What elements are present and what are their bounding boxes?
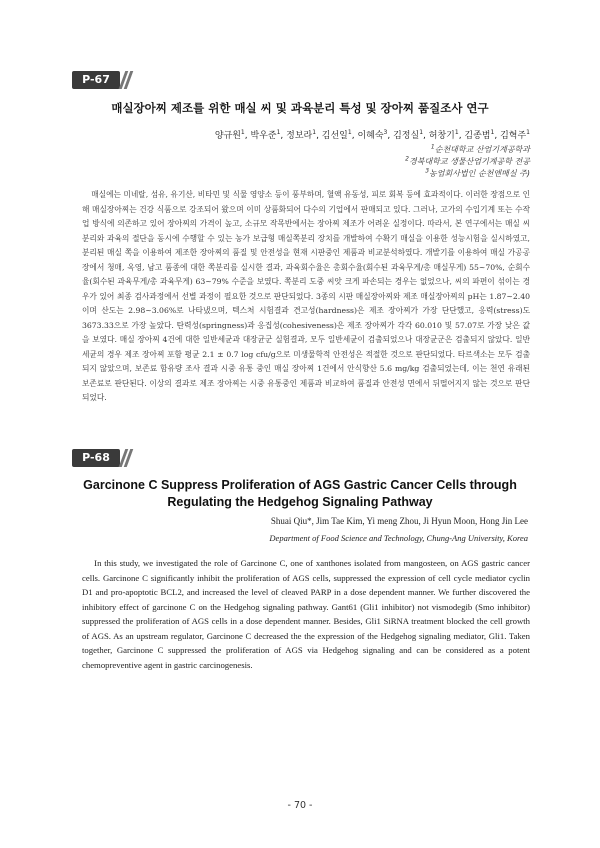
author: 김선일 xyxy=(321,131,348,141)
author: 김혁주 xyxy=(500,131,527,141)
author: 허창기 xyxy=(428,131,455,141)
author: 김종범 xyxy=(464,131,491,141)
label-tail-decoration xyxy=(120,449,130,467)
author: 박우준 xyxy=(250,131,277,141)
author: 이혜숙 xyxy=(357,131,384,141)
p67-title: 매실장아찌 제조를 위한 매실 씨 및 과육분리 특성 및 장아찌 품질조사 연구 xyxy=(111,101,489,115)
abstract-label-p68: P-68 xyxy=(72,449,120,467)
p67-abstract: 매실에는 미네랄, 섬유, 유기산, 비타민 및 식물 영양소 등이 풍부하며, 혈액 유동성, 피로 회복 등에 효과적이다. 이러한 장점으로 인해 매실장아찌는 건강 식품으로 강조되어 왔으며 이미 상품화되어 다수의 기업에서 판매되고 있다. 그러나, 고가의 수입기계 또는 수작업 방식에 의존하고 있어 장아찌의 가격이 높고, 소규모 작목반에서는 장아찌 제조가 어려운 실정이다. 따라서, 본 연구에서는 매실 씨 분리와 과육의 절단을 동시에 수행할 수 있는 농가 보급형 매실쪽분리 장치를 개발하여 수확기 매실을 이용한 성능시험을 실시하였고, 분리된 매실 쪽을 이용하여 제조한 장아찌의 품질 및 안전성을 현재 시판중인 제품과 비교분석하였다. 개발기를 이용하여 매실 가공공장에서 청매, 옥영, 남고 품종에 대한 쪽분리를 실시한 결과, 과육회수율은 총회수율(회수된 과육무게/총 매실무게) 55~70%, 순회수율(회수된 과육무게/총 과육무게) 63~79% 수준을 보였다. 쪽분리 도중 씨앗 크게 파손되는 경우는 없었으나, 씨의 파편이 섞이는 경우가 있어 최종 검사과정에서 선별 과정이 필요한 것으로 판단되었다. 3종의 시판 매실장아찌와 제조 매실장아찌의 pH는 1.87~2.40이며 산도는 2.98~3.06%로 나타냈으며, 텍스처 시험결과 견고성(hardness)은 제조 장아찌가 가장 단단했고, 응력(stress)도 3673.33으로 가장 높았다. 탄력성(springness)과 응집성(cohesiveness)은 제조 장아찌가 각각 60.010 및 57.07로 가장 낮은 값을 보였다. 매실 장아찌 4건에 대한 일반세균과 대장균군 실험결과, 모두 일반세균이 검출되었으나 대장균군은 검출되지 않았다. 일반세균의 경우 제조 장아찌 포함 평균 2.1 ± 0.7 log cfu/g으로 미생물학적 안전성은 적절한 것으로 판단되었다. 타르색소는 모두 검출되지 않았으며, 보존료 함유량 조사 결과 시중 유통 중인 매실 장아찌 1건에서 안식향산 5.6 mg/kg 검출되었는데, 이는 천연 유래된 보존료로 판단된다. 이상의 결과로 제조 장아찌는 시중 유통중인 제품과 비교하여 품질과 안전성 면에서 뒤떨어지지 않는 것으로 판단되었다. xyxy=(82,190,530,402)
abstract-label-p67: P-67 xyxy=(72,71,120,89)
author: 김정실 xyxy=(393,131,420,141)
p67-authors: 양규원$^1$, 박우준$^1$, 정보라$^1$, 김선일$^1$, 이혜숙$^3$, 김정실$^1$, 허창기$^1$, 김종범$^1$, 김혁주$^1$ xyxy=(214,129,530,141)
affiliation: $^1$순천대학교 산업기계공학과 xyxy=(430,143,530,154)
author: 양규원 xyxy=(214,131,241,141)
p68-abstract: In this study, we investigated the role of Garcinone C, one of xanthones isolated from mangosteen, on AGS gastric cancer cells. Garcinone C significantly inhibit the proliferation of AGS cells, suppressed the expression of cell cycle mediator cyclin D1 and pro-apoptotic BCL2, and increased the level of cleaved PARP in a dose dependent manner. We further discovered the inhibitory effect of garcinone C on the Hedgehog signaling pathway. Gant61 (Gli1 inhibitor) not vismodegib (Smo inhibitor) suppressed the proliferation of AGS cells in a dose dependent manner. Besides, Gli1 SiRNA treatment blocked the cell growth of AGS. As an upstream regulator, Garcinone C decreased the the expression of the Hedgehog signaling mediator, Gli1. Taken together, Garcinone C suppressed the proliferation of AGS via Hedgehog signaling and can be considered as a potent chemopreventive agent in gastric carcinogenesis. xyxy=(82,558,530,670)
p68-authors: Shuai Qiu*, Jim Tae Kim, Yi meng Zhou, Ji Hyun Moon, Hong Jin Lee xyxy=(270,516,528,526)
page-number: - 70 - xyxy=(287,800,313,811)
label-tail-decoration xyxy=(120,71,130,89)
p67-affiliations xyxy=(405,144,530,180)
p68-title: Garcinone C Suppress Proliferation of AGS Gastric Cancer Cells through Regulating the Hedgehog Signaling Pathway xyxy=(83,478,517,509)
p68-affiliation: Department of Food Science and Technology, Chung-Ang University, Korea xyxy=(269,533,528,543)
affiliation: $^2$경북대학교 생물산업기계공학 전공 xyxy=(405,155,530,166)
author: 정보라 xyxy=(286,131,313,141)
affiliation: $^3$농업회사법인 순천엔매실 주) xyxy=(425,167,530,178)
